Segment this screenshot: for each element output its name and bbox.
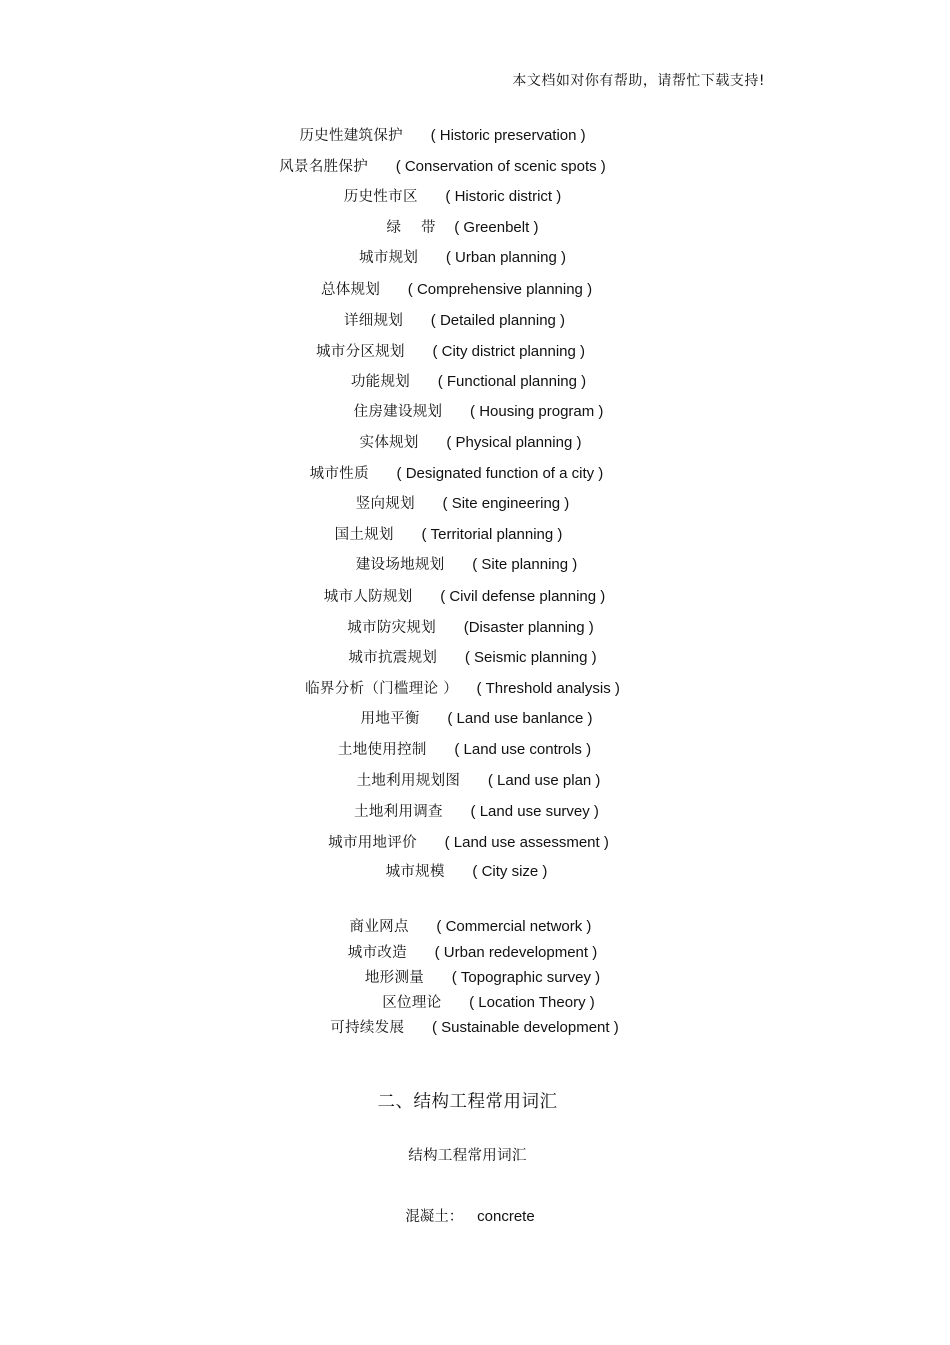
subheading: 结构工程常用词汇	[408, 1148, 527, 1164]
term-en: ( Historic preservation )	[430, 127, 586, 144]
term-row	[8, 433, 933, 453]
term-en: ( Greenbelt )	[454, 219, 539, 236]
term-row	[20, 968, 945, 988]
term-zh: 临界分析（门槛理论 ）	[305, 681, 459, 697]
term-zh: 可持续发展	[330, 1020, 405, 1036]
term-row	[0, 525, 911, 545]
term-row	[0, 157, 905, 177]
term-zh: 历史性市区	[343, 189, 418, 205]
term-en: ( City district planning )	[432, 343, 586, 360]
term-zh: 商业网点	[349, 919, 409, 935]
term-zh: 地形测量	[364, 970, 425, 986]
header-note: 本文档如对你有帮助，请帮忙下载支持!	[512, 73, 765, 89]
term-row	[0, 280, 919, 300]
term-zh: 详细规划	[343, 313, 404, 329]
term-en: ( Land use survey )	[470, 803, 599, 820]
term-row	[0, 126, 905, 146]
term-en: ( Commercial network )	[436, 918, 592, 935]
term-row	[0, 464, 919, 484]
term-en: ( Location Theory )	[469, 994, 595, 1011]
term-zh: 用地平衡	[360, 711, 420, 727]
term-zh: 城市改造	[347, 945, 407, 961]
term-en: ( Historic district )	[445, 188, 562, 205]
term-row	[2, 740, 927, 760]
term-en: ( Civil defense planning )	[440, 588, 606, 605]
term-en: ( Designated function of a city )	[396, 465, 604, 482]
term-row	[8, 618, 933, 638]
term-zh: 住房建设规划	[353, 404, 443, 420]
term-row	[14, 802, 939, 822]
term-row	[0, 218, 925, 238]
term-row	[12, 1018, 937, 1038]
term-row	[16, 771, 941, 791]
term-row	[10, 648, 935, 668]
term-row	[0, 342, 913, 362]
section-heading: 二、结构工程常用词汇	[377, 1092, 558, 1112]
term-zh: 绿 带	[386, 220, 436, 236]
term-en: ( Land use controls )	[454, 741, 592, 758]
term-zh: 城市规模	[385, 864, 445, 880]
term-zh: 功能规划	[350, 374, 411, 390]
term-en: ( Comprehensive planning )	[407, 281, 593, 298]
term-row	[6, 372, 931, 392]
vocab-entry	[0, 1205, 940, 1226]
term-row	[4, 862, 929, 882]
vocab-zh: 混凝土：	[405, 1209, 464, 1225]
term-row	[0, 494, 925, 514]
term-zh: 土地利用规划图	[356, 773, 461, 789]
term-en: ( Seismic planning )	[464, 649, 597, 666]
term-en: ( Territorial planning )	[421, 526, 563, 543]
term-row	[0, 187, 915, 207]
term-row	[8, 917, 933, 937]
term-zh: 土地利用调查	[354, 804, 443, 820]
term-zh: 建设场地规划	[355, 557, 445, 573]
term-zh: 城市用地评价	[328, 835, 417, 851]
term-zh: 历史性建筑保护	[299, 128, 403, 144]
term-en: ( Land use plan )	[487, 772, 601, 789]
term-row	[6, 833, 931, 853]
term-en: ( Site engineering )	[442, 495, 570, 512]
term-en: ( Detailed planning )	[430, 312, 566, 329]
term-zh: 城市规划	[359, 250, 419, 266]
term-zh: 实体规划	[359, 435, 419, 451]
term-row	[0, 311, 917, 331]
term-zh: 城市防灾规划	[347, 620, 437, 636]
term-row	[16, 402, 941, 422]
term-en: ( Topographic survey )	[451, 969, 601, 986]
term-zh: 城市抗震规划	[348, 650, 438, 666]
vocab-en: concrete	[477, 1208, 535, 1225]
term-row	[2, 587, 927, 607]
term-zh: 竖向规划	[355, 496, 415, 512]
term-row	[4, 555, 929, 575]
term-en: ( Physical planning )	[446, 434, 582, 451]
term-row	[0, 679, 925, 699]
term-zh: 城市分区规划	[315, 344, 405, 360]
term-en: ( Site planning )	[472, 556, 578, 573]
term-en: ( Sustainable development )	[431, 1019, 619, 1036]
term-row	[0, 248, 925, 268]
term-en: ( City size )	[472, 863, 548, 880]
term-en: ( Urban redevelopment )	[434, 944, 598, 961]
term-zh: 城市人防规划	[323, 589, 413, 605]
term-zh: 总体规划	[320, 282, 381, 298]
term-zh: 区位理论	[382, 995, 442, 1011]
term-row	[14, 709, 939, 729]
term-en: ( Urban planning )	[445, 249, 566, 266]
term-en: ( Land use assessment )	[444, 834, 609, 851]
term-en: ( Conservation of scenic spots )	[395, 158, 606, 175]
term-zh: 风景名胜保护	[279, 159, 369, 175]
term-en: ( Housing program )	[470, 403, 604, 420]
term-en: ( Threshold analysis )	[476, 680, 620, 697]
term-row	[26, 993, 950, 1013]
term-zh: 城市性质	[309, 466, 369, 482]
term-en: ( Functional planning )	[437, 373, 587, 390]
term-en: ( Land use banlance )	[447, 710, 593, 727]
term-en: (Disaster planning )	[463, 619, 594, 636]
term-zh: 土地使用控制	[337, 742, 427, 758]
term-zh: 国土规划	[334, 527, 394, 543]
term-row	[10, 943, 935, 963]
